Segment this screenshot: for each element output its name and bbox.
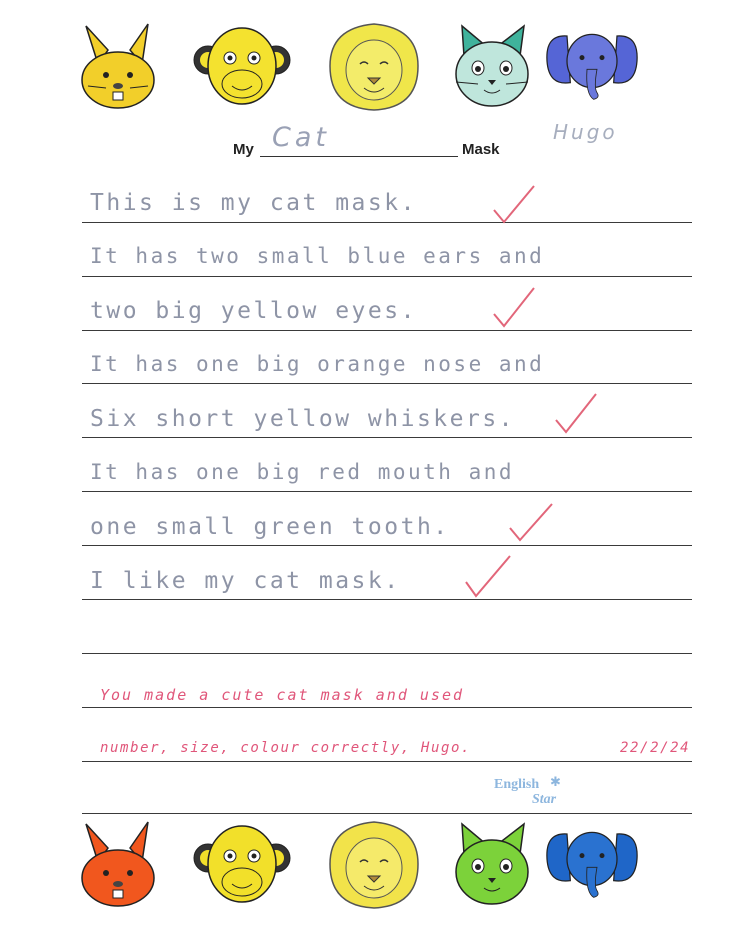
monkey-icon bbox=[192, 20, 292, 112]
check-mark-icon bbox=[490, 180, 540, 230]
stamp-line1: English bbox=[494, 777, 540, 792]
rabbit-icon bbox=[68, 20, 168, 112]
student-sentence: two big yellow eyes. bbox=[90, 298, 417, 324]
ruled-line bbox=[82, 653, 692, 654]
title-suffix: Mask bbox=[462, 141, 500, 158]
student-sentence: It has two small blue ears and bbox=[90, 244, 545, 268]
ruled-line bbox=[82, 813, 692, 814]
worksheet-title bbox=[0, 120, 733, 168]
teacher-feedback-line: number, size, colour correctly, Hugo. bbox=[100, 740, 472, 756]
cat-icon bbox=[442, 818, 542, 910]
animal-header-row bbox=[68, 20, 668, 110]
ruled-line bbox=[82, 545, 692, 546]
ruled-line bbox=[82, 491, 692, 492]
student-sentence: It has one big orange nose and bbox=[90, 352, 545, 376]
ruled-line bbox=[82, 276, 692, 277]
check-mark-icon bbox=[552, 390, 602, 440]
ruled-line bbox=[82, 383, 692, 384]
cat-icon bbox=[442, 20, 542, 112]
title-blank bbox=[260, 156, 458, 157]
title-prefix: My bbox=[233, 141, 254, 158]
lion-icon bbox=[324, 818, 424, 910]
check-mark-icon bbox=[490, 284, 540, 334]
ruled-line bbox=[82, 330, 692, 331]
ruled-line bbox=[82, 761, 692, 762]
student-sentence: I like my cat mask. bbox=[90, 568, 401, 594]
student-sentence: one small green tooth. bbox=[90, 514, 450, 540]
student-sentence: Six short yellow whiskers. bbox=[90, 406, 516, 432]
filled-animal-word: Cat bbox=[272, 122, 330, 153]
lion-icon bbox=[324, 20, 424, 112]
elephant-icon bbox=[542, 20, 642, 112]
student-sentence: It has one big red mouth and bbox=[90, 460, 515, 484]
rabbit-icon bbox=[68, 818, 168, 910]
ruled-line bbox=[82, 599, 692, 600]
student-sentence: This is my cat mask. bbox=[90, 190, 417, 216]
english-star-stamp bbox=[494, 777, 584, 811]
animal-footer-row bbox=[68, 818, 668, 908]
stamp-line2: Star bbox=[532, 792, 557, 807]
ruled-line bbox=[82, 222, 692, 223]
elephant-icon bbox=[542, 818, 642, 910]
check-mark-icon bbox=[462, 552, 512, 602]
monkey-icon bbox=[192, 818, 292, 910]
check-mark-icon bbox=[506, 498, 556, 548]
feedback-date: 22/2/24 bbox=[620, 740, 691, 756]
star-icon: ✱ bbox=[550, 775, 561, 790]
ruled-line bbox=[82, 707, 692, 708]
teacher-feedback-line: You made a cute cat mask and used bbox=[100, 686, 465, 704]
student-name: Hugo bbox=[553, 120, 618, 144]
